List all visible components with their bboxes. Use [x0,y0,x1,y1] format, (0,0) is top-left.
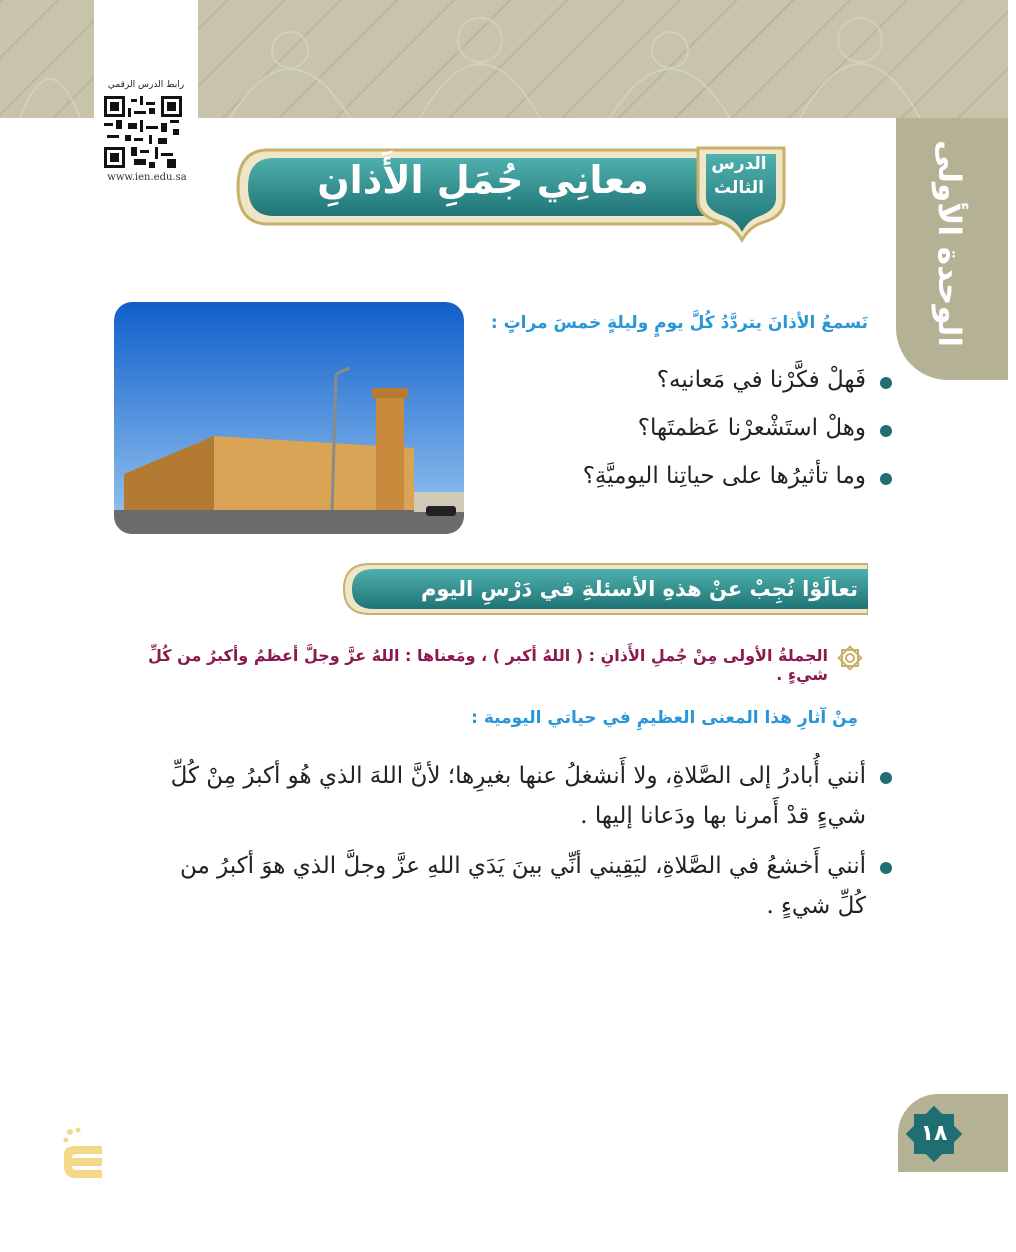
qr-url[interactable]: www.ien.edu.sa [107,172,187,183]
unit-side-tab [896,118,1008,380]
publisher-logo-icon [58,1124,108,1186]
unit-title: الوحدة الأولى [931,140,967,348]
question-item [486,367,866,393]
question-text: فَهلْ فكَّرْنا في مَعانيه؟ [656,367,866,393]
question-item [486,415,866,441]
bullet-dot [880,772,892,784]
page-number: ١٨ [920,1121,948,1146]
mosque-photo [114,302,464,534]
effect-item [146,846,866,926]
intro-lead: نَسمعُ الأذانَ يتردَّدُ كُلَّ يومٍ وليلةٍ خمسَ مراتٍ : [490,313,868,333]
effect-text: أنني أَخشعُ في الصَّلاةِ، ليَقِيني أنِّي بينَ يَدَي اللهِ عزَّ وجلَّ الذي هوَ أكبرُ من كُلِّ شيءٍ . [179,853,866,919]
first-phrase-meaning: الجملةُ الأولى مِنْ جُملِ الأَذانِ : ( اللهُ أكبر ) ، ومَعناها : اللهُ عزَّ وجلَّ أعظمُ وأكبرُ من كُلِّ شيءٍ . [148,646,828,684]
question-text: وهلْ استَشْعرْنا عَظمتَها؟ [637,415,866,441]
bullet-dot [880,377,892,389]
qr-code[interactable] [104,96,182,168]
lesson-title: معانِي جُمَلِ الأَذانِ [317,158,649,202]
question-item [486,463,866,489]
bullet-dot [880,862,892,874]
ornament-star-icon [836,644,864,672]
qr-caption: رابط الدرس الرقمي [107,80,185,90]
effects-lead: مِنْ آثارِ هذا المعنى العظيمِ في حياتي اليومية : [471,708,858,728]
effect-text: أنني أُبادرُ إلى الصَّلاةِ، ولا أَنشغلُ عنها بغيرِها؛ لأنَّ اللهَ الذي هُو أكبرُ مِنْ كُلِّ شيءٍ قدْ أَمرنا بها ودَعانا إليها . [170,763,866,829]
section-title: تعالَوْا نُجِبْ عنْ هذهِ الأسئلةِ في دَرْسِ اليوم [420,577,858,601]
lesson-number-label [696,152,782,200]
effect-item [146,756,866,836]
bullet-dot [880,473,892,485]
lesson-label-line2: الثالث [714,178,764,198]
bullet-dot [880,425,892,437]
lesson-label-line1: الدرس [711,154,767,174]
question-text: وما تأثيرُها على حياتِنا اليوميَّةِ؟ [582,463,866,489]
